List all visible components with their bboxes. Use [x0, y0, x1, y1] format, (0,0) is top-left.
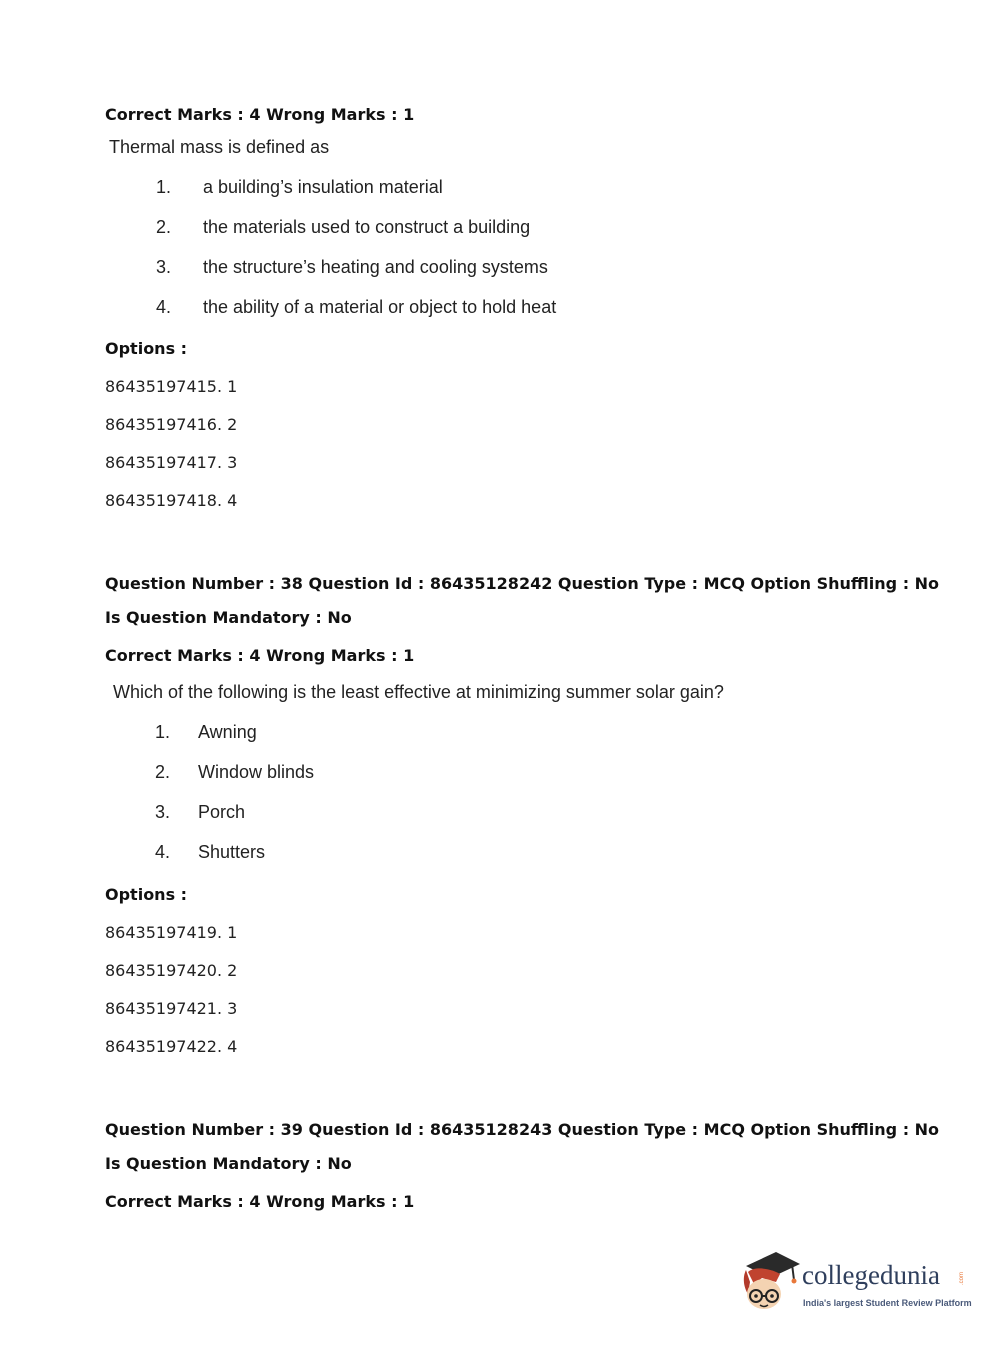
- marks-line: Correct Marks : 4 Wrong Marks : 1: [105, 646, 415, 665]
- options-label: Options :: [105, 885, 188, 904]
- choice-text: Awning: [198, 722, 257, 742]
- question-text: Thermal mass is defined as: [109, 137, 330, 157]
- choice-number: 2.: [156, 217, 172, 237]
- choice-text: the ability of a material or object to hold heat: [203, 297, 557, 317]
- collegedunia-logo: [740, 1248, 970, 1318]
- choice-number: 1.: [156, 177, 172, 197]
- option-id: 86435197415. 1: [105, 377, 238, 396]
- choice-number: 2.: [155, 762, 171, 782]
- question-header: Question Number : 39 Question Id : 86435128243 Question Type : MCQ Option Shuffling : No: [105, 1120, 940, 1139]
- option-id: 86435197419. 1: [105, 923, 238, 942]
- option-id: 86435197421. 3: [105, 999, 238, 1018]
- choice-text: Shutters: [198, 842, 266, 862]
- question-header: Question Number : 38 Question Id : 86435128242 Question Type : MCQ Option Shuffling : No: [105, 574, 940, 593]
- choice-number: 4.: [155, 842, 171, 862]
- choice-text: a building’s insulation material: [203, 177, 443, 197]
- logo-wordmark: collegedunia: [802, 1260, 940, 1290]
- option-id: 86435197417. 3: [105, 453, 238, 472]
- marks-line: Correct Marks : 4 Wrong Marks : 1: [105, 1192, 415, 1211]
- choice-number: 1.: [155, 722, 171, 742]
- options-label: Options :: [105, 339, 188, 358]
- choice-text: Porch: [198, 802, 246, 822]
- question-text: Which of the following is the least effective at minimizing summer solar gain?: [113, 682, 724, 702]
- choice-text: Window blinds: [198, 762, 315, 782]
- option-id: 86435197416. 2: [105, 415, 238, 434]
- option-id: 86435197420. 2: [105, 961, 238, 980]
- choice-text: the structure’s heating and cooling systems: [203, 257, 548, 277]
- choice-number: 3.: [156, 257, 172, 277]
- mandatory-line: Is Question Mandatory : No: [105, 1154, 352, 1173]
- mascot-icon: [740, 1248, 802, 1314]
- logo-tagline: India's largest Student Review Platform: [803, 1298, 972, 1308]
- logo-com: .com: [959, 1271, 965, 1285]
- mandatory-line: Is Question Mandatory : No: [105, 608, 352, 627]
- option-id: 86435197418. 4: [105, 491, 238, 510]
- choice-number: 4.: [156, 297, 172, 317]
- option-id: 86435197422. 4: [105, 1037, 238, 1056]
- marks-line: Correct Marks : 4 Wrong Marks : 1: [105, 105, 415, 124]
- choice-number: 3.: [155, 802, 171, 822]
- choice-text: the materials used to construct a building: [203, 217, 531, 237]
